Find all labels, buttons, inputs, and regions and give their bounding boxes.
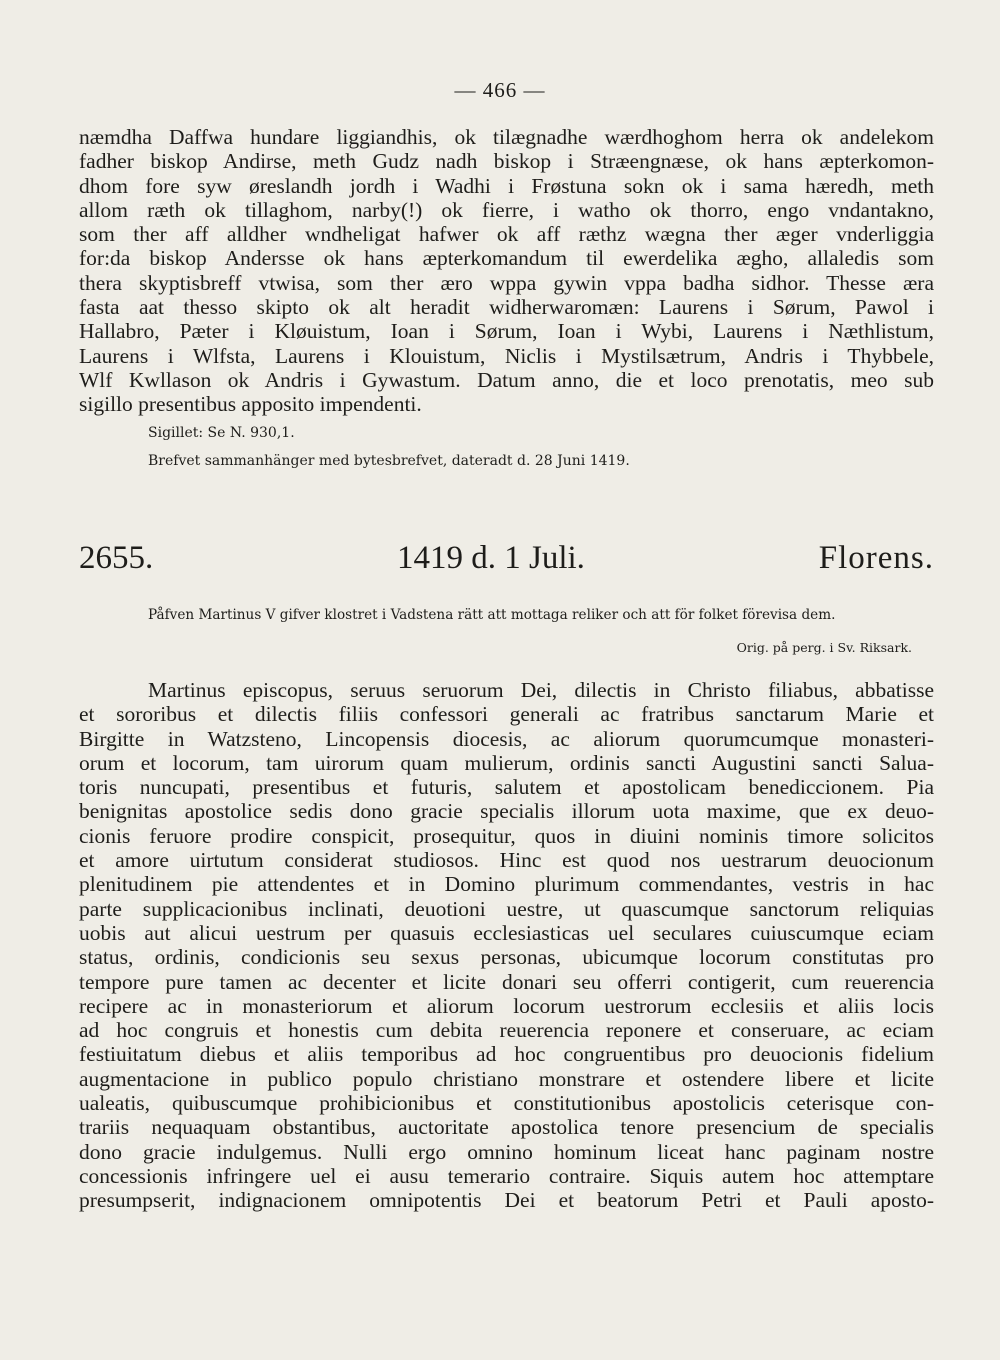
text-line: festiuitatum diebus et aliis temporibus ad hoc congruentibus pro deuocionis fidelium (79, 1042, 934, 1067)
text-line: for:da biskop Andersse ok hans æpterkomandum til ewerdelika ægho, allaledis som (79, 246, 934, 271)
text-line: allom ræth ok tillaghom, narby(!) ok fierre, i watho ok thorro, engo vndantakno, (79, 197, 934, 222)
entry-heading (79, 540, 934, 586)
text-line: et sororibus et dilectis filiis confessori generali ac fratribus sanctarum Marie et (79, 702, 934, 727)
text-line: dhom fore syw øreslandh jordh i Wadhi i Frøstuna sokn ok i sama hæredh, meth (79, 173, 934, 198)
seal-note: Sigillet: Se N. 930,1. (148, 425, 295, 441)
text-line: thera skyptisbreff vtwisa, som ther æro wppa gywin vppa badha sidhor. Thesse æra (79, 270, 934, 295)
text-line: parte supplicacionibus inclinati, deuotioni uestre, ut quascumque sanctorum reliquias (79, 896, 934, 921)
text-line: som ther aff alldher wndheligat hafwer ok aff ræthz wægna ther æger vnderliggia (79, 222, 934, 247)
entry-place: Florens. (818, 540, 934, 576)
text-line: Laurens i Wlfsta, Laurens i Klouistum, Niclis i Mystilsætrum, Andris i Thybbele, (79, 343, 934, 368)
text-line: Wlf Kwllason ok Andris i Gywastum. Datum anno, die et loco prenotatis, meo sub (79, 367, 934, 392)
text-line: ualeatis, quibuscumque prohibicionibus et constitutionibus apostolicis ceterisque con- (79, 1091, 934, 1116)
text-line: presumpserit, indignacionem omnipotentis Dei et beatorum Petri et Pauli aposto- (79, 1188, 934, 1213)
text-line: toris nuncupati, presentibus et futuris, salutem et apostolicam benediccionem. Pia (79, 775, 934, 800)
text-line: dono gracie indulgemus. Nulli ergo omnino hominum liceat hanc paginam nostre (79, 1139, 934, 1164)
text-line: uobis aut alicui uestrum per quasuis ecclesiasticas uel seculares cuiuscumque eciam (79, 920, 934, 945)
text-line: et amore uirtutum considerat studiosos. Hinc est quod nos uestrarum deuocionum (79, 848, 934, 873)
text-line: næmdha Daffwa hundare liggiandhis, ok tilægnadhe wærdhoghom herra ok andelekom (79, 125, 934, 149)
source-note: Orig. på perg. i Sv. Riksark. (736, 640, 912, 655)
text-line: concessionis infringere uel ei ausu temerario contraire. Siquis autem hoc attemptare (79, 1163, 934, 1188)
text-line: Hallabro, Pæter i Kløuistum, Ioan i Sørum, Ioan i Wybi, Laurens i Næthlistum, (79, 319, 934, 344)
text-line: Birgitte in Watzsteno, Lincopensis diocesis, ac aliorum quorumcumque monasteri- (79, 726, 934, 751)
text-line: cionis feruore prodire conspicit, prosequitur, quos in diuini nominis timore solicitos (79, 823, 934, 848)
text-line: Martinus episcopus, seruus seruorum Dei, dilectis in Christo filiabus, abbatisse (148, 678, 934, 702)
text-line: sigillo presentibus apposito impendenti. (79, 392, 422, 417)
entry-number: 2655. (79, 540, 154, 576)
text-line: benignitas apostolice sedis dono gracie specialis illorum uota maxime, que ex deuo- (79, 799, 934, 824)
text-line: tempore pure tamen ac decenter et licite donari seu offerri contigerit, cum reuerencia (79, 969, 934, 994)
text-line: ad hoc congruis et honestis cum debita reuerencia reponere et conseruare, ac eciam (79, 1018, 934, 1043)
text-line: status, ordinis, condicionis seu sexus personas, ubicumque locorum constitutas pro (79, 945, 934, 970)
text-line: fasta aat thesso skipto ok alt heradit widherwaromæn: Laurens i Sørum, Pawol i (79, 295, 934, 320)
page-number: — 466 — (454, 78, 546, 102)
text-line: trariis nequaquam obstantibus, auctoritate apostolica tenore presencium de specialis (79, 1115, 934, 1140)
text-line: augmentacione in publico populo christiano monstrare et ostendere libere et licite (79, 1066, 934, 1091)
charter-text-continued (79, 125, 934, 417)
entry-summary: Påfven Martinus V gifver klostret i Vadstena rätt att mottaga reliker och att för folket förevisa dem. (148, 607, 836, 623)
entry-date: 1419 d. 1 Juli. (397, 540, 585, 576)
linked-letter-note: Brefvet sammanhänger med bytesbrefvet, dateradt d. 28 Juni 1419. (148, 453, 630, 469)
text-line: orum et locorum, tam uirorum quam mulierum, ordinis sancti Augustini sancti Salua- (79, 750, 934, 775)
text-line: plenitudinem pie attendentes et in Domino plurimum commendantes, vestris in hac (79, 872, 934, 897)
text-line: fadher biskop Andirse, meth Gudz nadh biskop i Stræengnæse, ok hans æpterkomon- (79, 149, 934, 174)
papal-letter-text (79, 678, 934, 1213)
text-line: recipere ac in monasteriorum et aliorum locorum uestrorum ecclesiis et aliis locis (79, 993, 934, 1018)
